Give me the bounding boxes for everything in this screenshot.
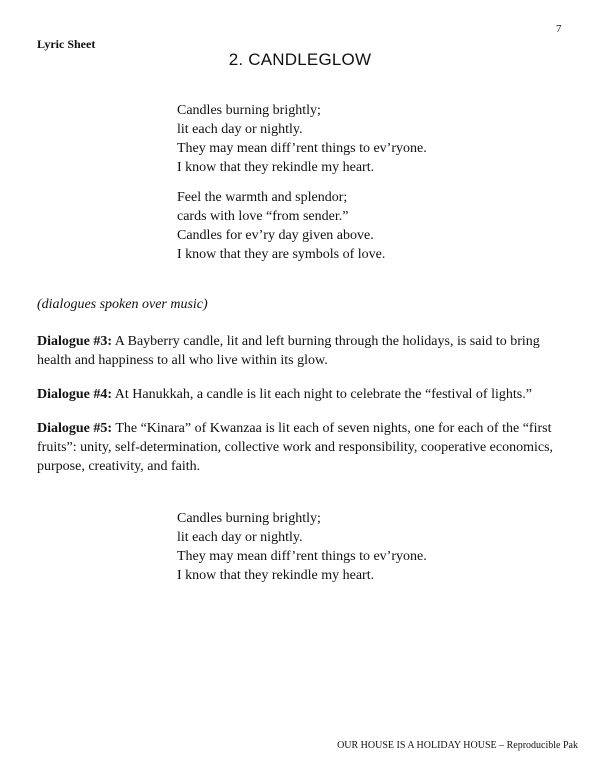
verse-line: Candles burning brightly; xyxy=(177,103,321,118)
verse-line: They may mean diff’rent things to ev’ryone. xyxy=(177,141,427,156)
dialogue-3 xyxy=(37,332,565,370)
sheet-label: Lyric Sheet xyxy=(37,37,96,51)
verse-line: lit each day or nightly. xyxy=(177,122,303,137)
verse-line: lit each day or nightly. xyxy=(177,530,303,545)
dialogue-5 xyxy=(37,419,565,476)
song-title: 2. CANDLEGLOW xyxy=(228,50,372,69)
verse-line: Feel the warmth and splendor; xyxy=(177,190,348,205)
dialogue-label: Dialogue #3: xyxy=(37,334,113,349)
verse-line: I know that they rekindle my heart. xyxy=(177,160,375,175)
verse-line: cards with love “from sender.” xyxy=(177,209,349,224)
page-footer: OUR HOUSE IS A HOLIDAY HOUSE – Reproducible Pak xyxy=(337,740,578,751)
verse-line: I know that they are symbols of love. xyxy=(177,247,386,262)
dialogue-text: The “Kinara” of Kwanzaa is lit each of seven nights, one for each of the “first fruits”: unity, self-determination, collective work and responsibility, cooperative economics, purpose, creativity, and faith. xyxy=(37,421,554,474)
verse-line: Candles for ev’ry day given above. xyxy=(177,228,374,243)
dialogue-label: Dialogue #4: xyxy=(37,387,113,402)
verse-2 xyxy=(177,188,385,264)
verse-line: I know that they rekindle my heart. xyxy=(177,568,375,583)
verse-line: Candles burning brightly; xyxy=(177,511,321,526)
dialogue-4 xyxy=(37,385,565,404)
verse-1 xyxy=(177,101,427,177)
verse-3 xyxy=(177,509,427,585)
verse-line: They may mean diff’rent things to ev’ryone. xyxy=(177,549,427,564)
stage-direction: (dialogues spoken over music) xyxy=(37,297,208,312)
dialogue-text: At Hanukkah, a candle is lit each night to celebrate the “festival of lights.” xyxy=(114,387,532,402)
dialogue-text: A Bayberry candle, lit and left burning through the holidays, is said to bring health and happiness to all who live within its glow. xyxy=(37,334,540,368)
dialogue-label: Dialogue #5: xyxy=(37,421,113,436)
page-number: 7 xyxy=(556,23,562,35)
